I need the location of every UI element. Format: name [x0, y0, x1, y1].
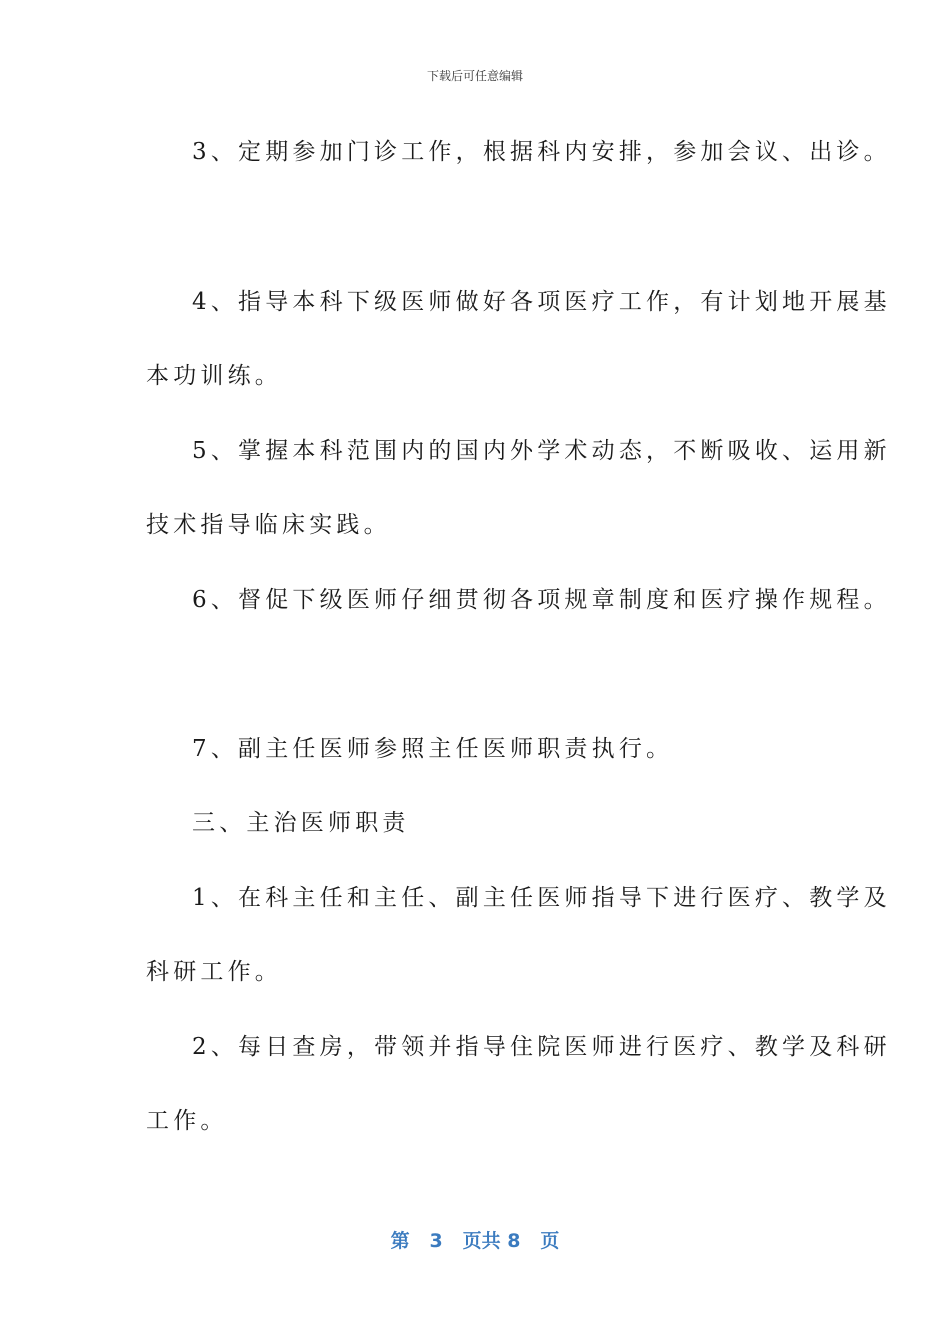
paragraph-4-line-1: 4、指导本科下级医师做好各项医疗工作，有计划地开展基	[192, 289, 891, 315]
paragraph-q1-line-2: 科研工作。	[146, 959, 282, 985]
footer-total-pages: 8	[507, 1230, 521, 1252]
footer-suffix: 页	[540, 1230, 560, 1252]
page-header: 下载后可任意编辑	[426, 69, 523, 83]
section-heading: 三、主治医师职责	[192, 810, 410, 836]
paragraph-q2-line-1: 2、每日查房，带领并指导住院医师进行医疗、教学及科研	[192, 1034, 891, 1060]
footer-middle: 页共	[462, 1230, 501, 1252]
footer-current-page: 3	[429, 1230, 443, 1252]
paragraph-q2-line-2: 工作。	[146, 1108, 228, 1134]
paragraph-5-line-1: 5、掌握本科范围内的国内外学术动态，不断吸收、运用新	[192, 438, 891, 464]
paragraph-5-line-2: 技术指导临床实践。	[146, 512, 391, 538]
paragraph-6-line-1: 6、督促下级医师仔细贯彻各项规章制度和医疗操作规程。	[192, 587, 891, 613]
paragraph-7-line-1: 7、副主任医师参照主任医师职责执行。	[192, 736, 674, 762]
paragraph-q1-line-1: 1、在科主任和主任、副主任医师指导下进行医疗、教学及	[192, 885, 891, 911]
paragraph-4-line-2: 本功训练。	[146, 363, 282, 389]
paragraph-3-line-1: 3、定期参加门诊工作，根据科内安排，参加会议、出诊。	[192, 139, 891, 165]
page-footer	[0, 1226, 950, 1253]
footer-prefix: 第	[390, 1230, 410, 1252]
